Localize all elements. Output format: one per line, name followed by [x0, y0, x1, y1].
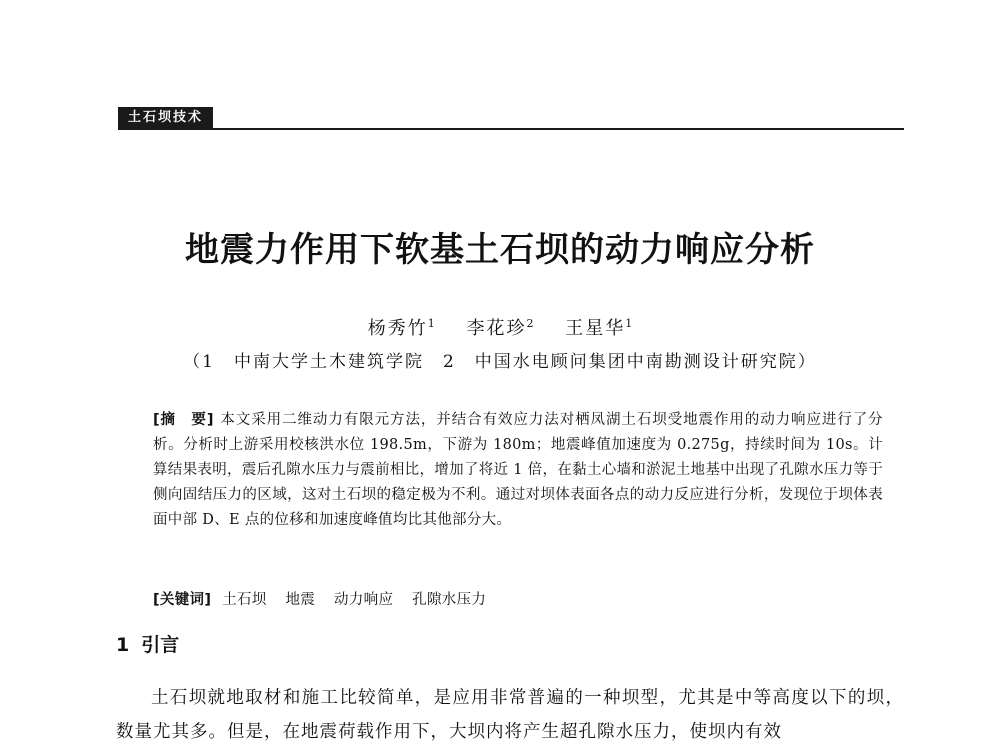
- keywords: [153, 588, 883, 612]
- keyword: 动力响应: [334, 592, 394, 608]
- author-affil-mark: 2: [526, 317, 534, 330]
- author-list: [0, 314, 1000, 340]
- author: [467, 318, 534, 339]
- abstract-label: [摘 要]: [153, 412, 214, 428]
- author-affil-mark: 1: [625, 317, 633, 330]
- section-heading: [116, 630, 179, 657]
- section-tag: 土石坝技术: [118, 107, 213, 129]
- keyword: 孔隙水压力: [412, 592, 487, 608]
- keyword: 地震: [285, 592, 316, 608]
- section-number: 1: [116, 634, 130, 656]
- keywords-label: [关键词]: [153, 592, 212, 608]
- abstract-text: 本文采用二维动力有限元方法，并结合有效应力法对栖凤湖土石坝受地震作用的动力响应进行了分析。分析时上游采用校核洪水位 198.5m，下游为 180m；地震峰值加速度为 0.275g，持续时间为 10s。计算结果表明，震后孔隙水压力与震前相比，增加了将近 1 倍，在黏土心墙和淤泥土地基中出现了孔隙水压力等于侧向固结压力的区域，这对土石坝的稳定极为不利。通过对坝体表面各点的动力反应进行分析，发现位于坝体表面中部 D、E 点的位移和加速度峰值均比其他部分大。: [153, 412, 883, 528]
- keyword: 土石坝: [222, 592, 267, 608]
- header-rule: [118, 128, 904, 130]
- author-affil-mark: 1: [427, 317, 435, 330]
- author: [368, 318, 435, 339]
- section-title: 引言: [141, 634, 180, 656]
- author-name: 王星华: [565, 318, 626, 339]
- affiliations: （1 中南大学土木建筑学院 2 中国水电顾问集团中南勘测设计研究院）: [183, 352, 817, 372]
- paper-title: 地震力作用下软基土石坝的动力响应分析: [185, 230, 815, 270]
- body-paragraph: 土石坝就地取材和施工比较简单，是应用非常普遍的一种坝型，尤其是中等高度以下的坝，数量尤其多。但是，在地震荷载作用下，大坝内将产生超孔隙水压力，使坝内有效: [116, 688, 904, 742]
- abstract: [153, 408, 883, 533]
- author-name: 李花珍: [466, 318, 527, 339]
- author-name: 杨秀竹: [367, 318, 428, 339]
- author: [565, 318, 632, 339]
